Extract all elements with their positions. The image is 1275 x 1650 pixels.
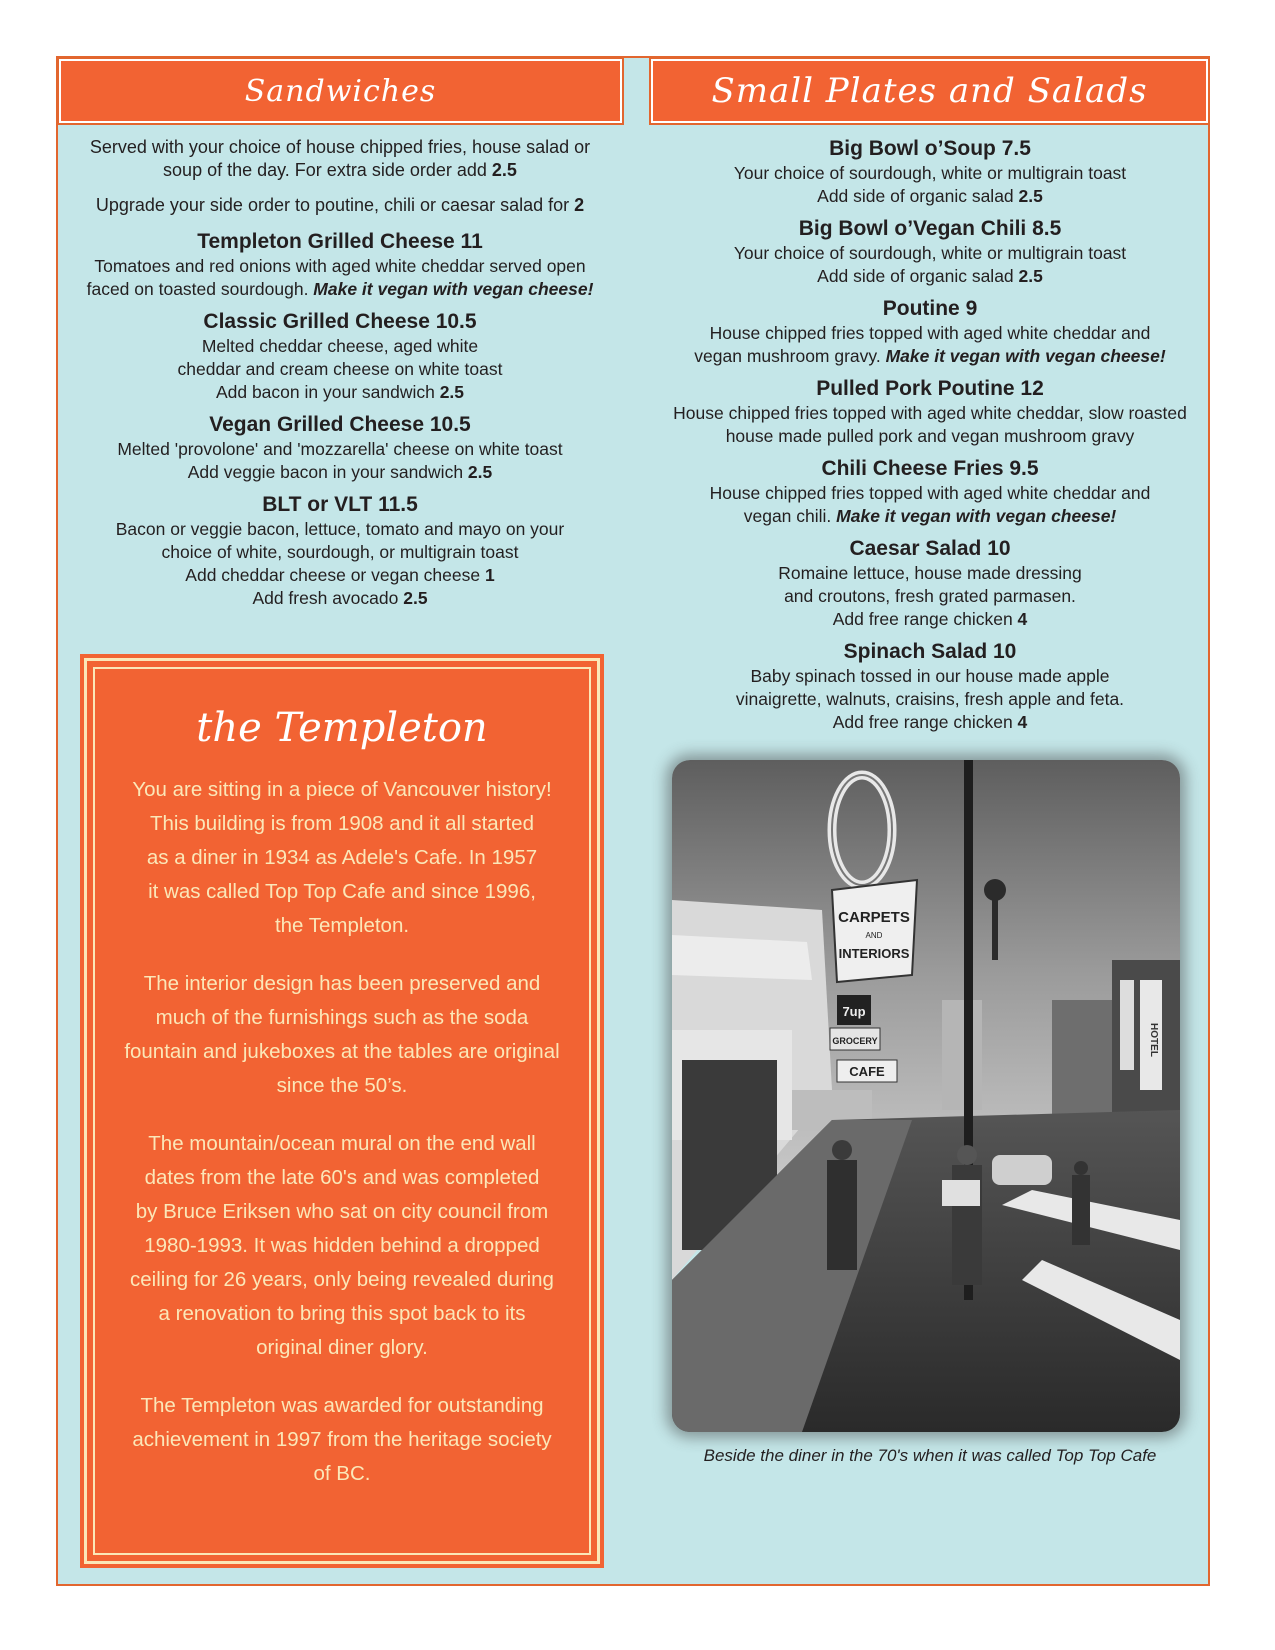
addon-price: 2.5 [1018, 266, 1043, 286]
addon-price: 2.5 [403, 588, 428, 608]
history-line: achievement in 1997 from the heritage society [132, 1428, 552, 1451]
interiors-sign-text: INTERIORS [838, 946, 910, 961]
menu-item-name: Big Bowl o’Soup 7.5 [829, 137, 1031, 160]
history-paragraph [107, 773, 577, 943]
menu-item-name: Pulled Pork Poutine 12 [816, 377, 1044, 400]
description-text: vegan chili. [743, 506, 837, 526]
history-line: of BC. [313, 1462, 371, 1485]
menu-item-addon [650, 185, 1210, 208]
addon-price: 2.5 [439, 382, 465, 402]
menu-item-description: cheddar and cream cheese on white toast [177, 359, 503, 379]
menu-item-addon [70, 564, 610, 587]
menu-item-description: and croutons, fresh grated parmasen. [784, 586, 1076, 606]
small-plates-title: Small Plates and Salads [711, 71, 1148, 111]
addon-text: Add cheddar cheese or vegan cheese [185, 565, 485, 585]
addon-price: 4 [1017, 609, 1028, 629]
menu-item-name: Caesar Salad 10 [849, 537, 1011, 560]
upgrade-text: Upgrade your side order to poutine, chili or caesar salad for [95, 195, 575, 215]
menu-item-name: Templeton Grilled Cheese 11 [197, 230, 483, 253]
menu-item-name: Classic Grilled Cheese 10.5 [203, 310, 477, 333]
history-line: it was called Top Top Cafe and since 1996, [148, 880, 536, 903]
menu-item [650, 136, 1210, 208]
addon-text: Add free range chicken [832, 609, 1018, 629]
grocery-sign-text: GROCERY [832, 1036, 878, 1046]
addon-price: 2.5 [467, 462, 493, 482]
history-line: by Bruce Eriksen who sat on city council from [135, 1200, 549, 1223]
history-line: The interior design has been preserved and [143, 972, 541, 995]
carpets-sign-and: AND [865, 931, 883, 940]
menu-item-description: Melted cheddar cheese, aged white [201, 336, 479, 356]
menu-item-addon [650, 608, 1210, 631]
menu-item [70, 229, 610, 301]
small-plates-section [650, 136, 1210, 742]
addon-text: Add side of organic salad [817, 266, 1019, 286]
small-plates-header [651, 59, 1208, 123]
history-line: since the 50’s. [276, 1074, 408, 1097]
menu-item [70, 412, 610, 484]
menu-item-description [650, 345, 1210, 368]
hotel-sign-text: HOTEL [1148, 1023, 1159, 1057]
menu-item [650, 639, 1210, 734]
addon-text: Add side of organic salad [817, 186, 1019, 206]
menu-item-description: House chipped fries topped with aged white cheddar, slow roasted [673, 403, 1187, 423]
menu-item-description: House chipped fries topped with aged white cheddar and [709, 323, 1151, 343]
history-line: original diner glory. [256, 1336, 428, 1359]
history-line: a renovation to bring this spot back to its [158, 1302, 526, 1325]
side-note-line: Served with your choice of house chipped fries, house salad or [89, 137, 591, 157]
sandwiches-upgrade-note [70, 194, 610, 217]
addon-price: 4 [1017, 712, 1028, 732]
history-line: ceiling for 26 years, only being revealed during [130, 1268, 554, 1291]
menu-item-description: vinaigrette, walnuts, craisins, fresh apple and feta. [735, 689, 1125, 709]
menu-item-name: Poutine 9 [882, 297, 978, 320]
history-line: the Templeton. [274, 914, 410, 937]
history-line: You are sitting in a piece of Vancouver history! [132, 778, 552, 801]
sandwiches-title: Sandwiches [244, 73, 437, 109]
menu-item [70, 309, 610, 404]
menu-item-addon [70, 381, 610, 404]
historic-street-photo [672, 760, 1180, 1432]
side-note-line [70, 159, 610, 182]
description-text: vegan mushroom gravy. [694, 346, 886, 366]
history-line: The Templeton was awarded for outstanding [140, 1394, 544, 1417]
addon-price: 1 [484, 565, 495, 585]
sandwiches-header [59, 59, 622, 123]
addon-text: Add free range chicken [832, 712, 1018, 732]
menu-item [650, 296, 1210, 368]
menu-item-addon [70, 587, 610, 610]
menu-item [650, 536, 1210, 631]
menu-item-name: Chili Cheese Fries 9.5 [821, 457, 1039, 480]
menu-item-description: Romaine lettuce, house made dressing [778, 563, 1082, 583]
menu-item-addon [650, 711, 1210, 734]
menu-item-description [650, 505, 1210, 528]
menu-item-description: Your choice of sourdough, white or multigrain toast [733, 163, 1127, 183]
menu-item-addon [70, 461, 610, 484]
menu-item-description: Melted 'provolone' and 'mozzarella' cheese on white toast [117, 439, 563, 459]
menu-item-name: Spinach Salad 10 [843, 640, 1017, 663]
history-line: fountain and jukeboxes at the tables are original [124, 1040, 560, 1063]
history-title: the Templeton [196, 705, 488, 751]
addon-text: Add bacon in your sandwich [215, 382, 440, 402]
menu-item [650, 216, 1210, 288]
menu-item-description: house made pulled pork and vegan mushroom gravy [725, 426, 1135, 446]
history-line: dates from the late 60's and was completed [144, 1166, 540, 1189]
history-paragraph [107, 1127, 577, 1365]
menu-item-description: Bacon or veggie bacon, lettuce, tomato and mayo on your [115, 519, 565, 539]
sandwiches-section [70, 136, 610, 618]
menu-item [70, 492, 610, 610]
history-text [107, 773, 577, 1515]
history-paragraph [107, 1389, 577, 1491]
side-note-text: soup of the day. For extra side order add [163, 160, 492, 180]
menu-item-description: Tomatoes and red onions with aged white cheddar served open [94, 256, 586, 276]
history-line: The mountain/ocean mural on the end wall [148, 1132, 536, 1155]
menu-item-description [70, 278, 610, 301]
menu-item-description: Baby spinach tossed in our house made apple [750, 666, 1110, 686]
menu-item-addon [650, 265, 1210, 288]
sandwiches-side-note [70, 136, 610, 182]
history-line: as a diner in 1934 as Adele's Cafe. In 1957 [146, 846, 538, 869]
menu-item-description: choice of white, sourdough, or multigrain toast [161, 542, 519, 562]
vegan-note: Make it vegan with vegan cheese! [836, 506, 1117, 526]
cafe-sign-text: CAFE [849, 1064, 885, 1079]
vegan-note: Make it vegan with vegan cheese! [313, 279, 594, 299]
menu-item-description: House chipped fries topped with aged white cheddar and [709, 483, 1151, 503]
history-line: This building is from 1908 and it all started [149, 812, 534, 835]
menu-item-name: BLT or VLT 11.5 [262, 493, 418, 516]
carpets-sign-text: CARPETS [838, 909, 910, 926]
seven-up-sign-text: 7up [842, 1004, 866, 1019]
history-line: much of the furnishings such as the soda [155, 1006, 529, 1029]
history-line: 1980-1993. It was hidden behind a dropped [144, 1234, 540, 1257]
addon-text: Add veggie bacon in your sandwich [187, 462, 468, 482]
vegan-note: Make it vegan with vegan cheese! [885, 346, 1166, 366]
menu-item [650, 456, 1210, 528]
side-note-price: 2.5 [491, 160, 517, 180]
history-paragraph [107, 967, 577, 1103]
addon-price: 2.5 [1018, 186, 1043, 206]
description-text: faced on toasted sourdough. [86, 279, 314, 299]
menu-item-name: Vegan Grilled Cheese 10.5 [209, 413, 471, 436]
photo-caption: Beside the diner in the 70's when it was called Top Top Cafe [703, 1446, 1157, 1465]
addon-text: Add fresh avocado [252, 588, 404, 608]
menu-item-name: Big Bowl o’Vegan Chili 8.5 [798, 217, 1062, 240]
history-box [84, 658, 600, 1564]
upgrade-price: 2 [574, 195, 585, 215]
menu-item-description: Your choice of sourdough, white or multigrain toast [733, 243, 1127, 263]
menu-item [650, 376, 1210, 448]
